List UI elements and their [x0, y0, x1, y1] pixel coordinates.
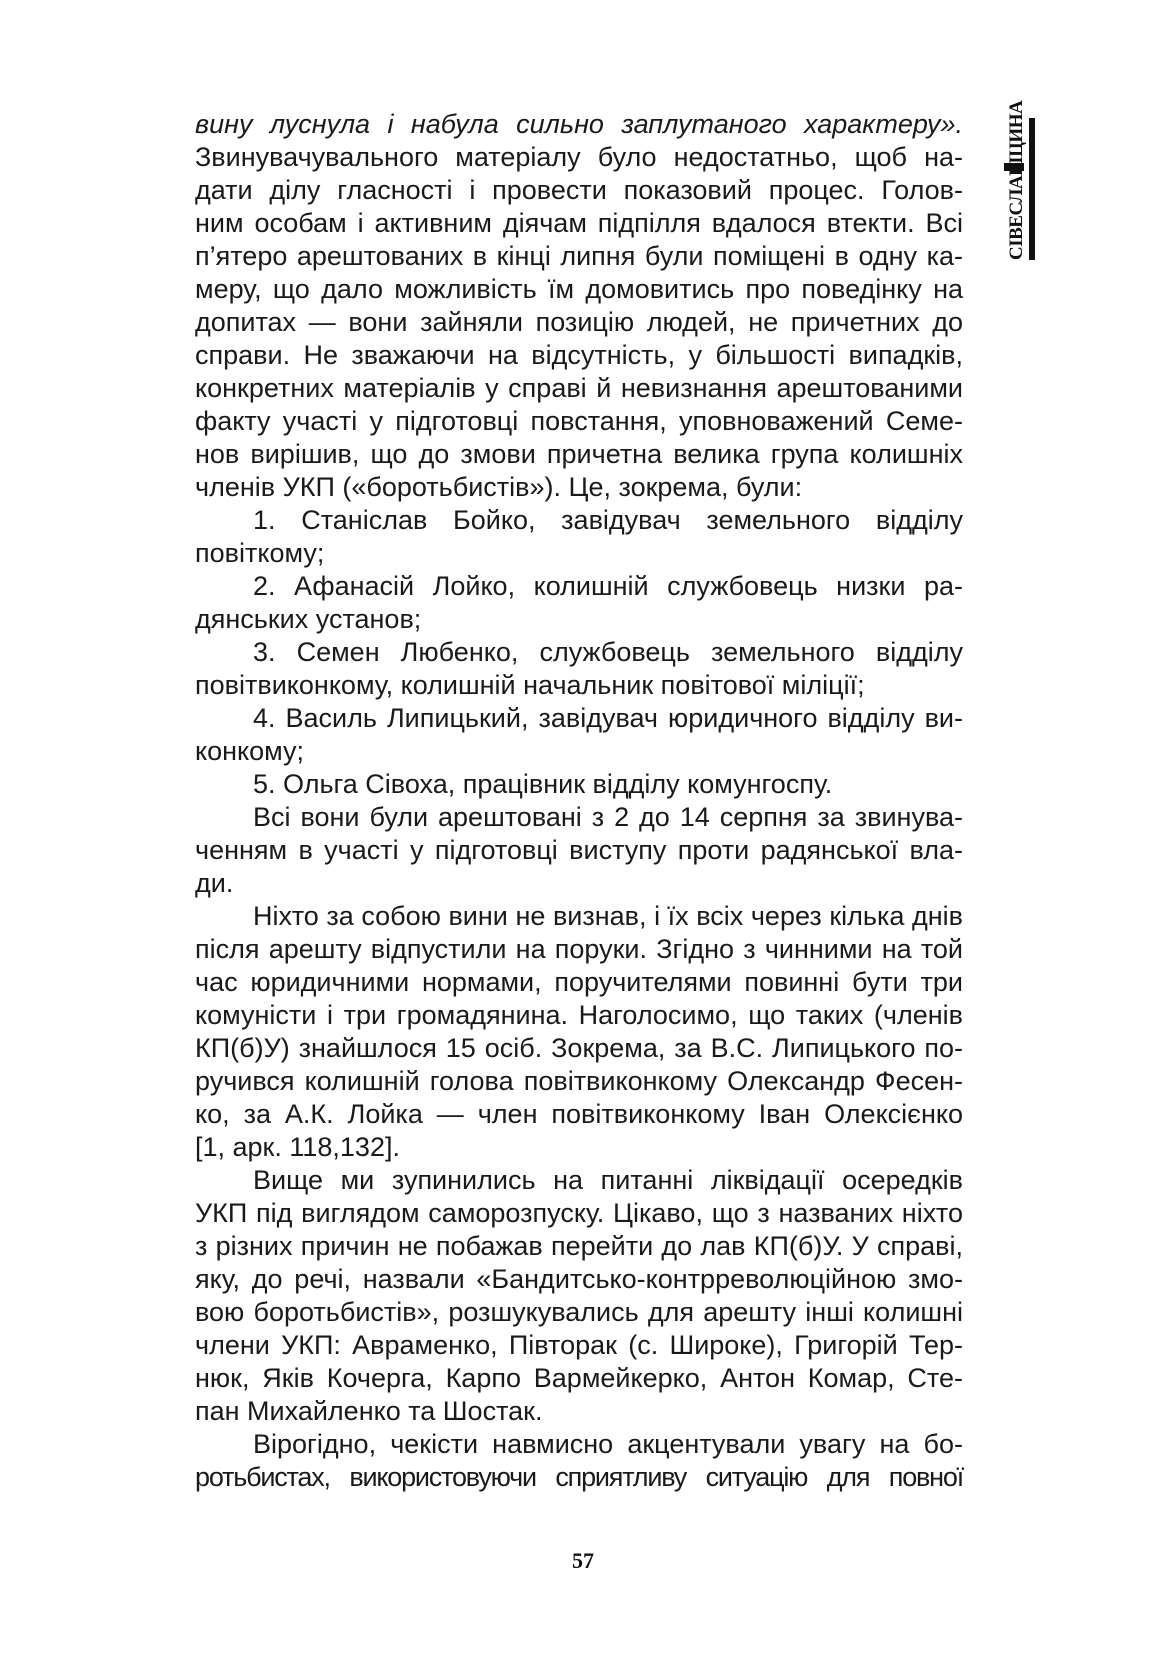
- page-number: 57: [572, 1548, 594, 1573]
- text-line: яку, до речі, назвали «Бандитсько-контрреволюційною змо-: [195, 1264, 963, 1294]
- text-line: [1, арк. 118,132].: [195, 1132, 400, 1162]
- running-title-rule: [1029, 118, 1035, 260]
- body-text: [195, 108, 963, 1494]
- running-title-text: СІВЕСЛАВІЦИНА: [1006, 100, 1027, 260]
- text-line: ко, за А.К. Лойка — член повітвиконкому Іван Олексієнко: [195, 1099, 963, 1129]
- text-line: з різних причин не побажав перейти до лав КП(б)У. У справі,: [195, 1231, 963, 1261]
- text-line: справи. Не зважаючи на відсутність, у більшості випадків,: [195, 340, 963, 370]
- text-line: Всі вони були арештовані з 2 до 14 серпня за звинува-: [253, 802, 963, 832]
- text-line: дати ділу гласності і провести показовий процес. Голов-: [195, 175, 963, 205]
- list-item-line: повіткому;: [195, 538, 325, 568]
- text-line: ним особам і активним діячам підпілля вдалося втекти. Всі: [195, 208, 963, 238]
- list-item-line: 1. Станіслав Бойко, завідувач земельного відділу: [253, 505, 963, 535]
- running-title: [1000, 100, 1040, 278]
- list-item-line: 5. Ольга Сівоха, працівник відділу комунгоспу.: [253, 769, 833, 799]
- text-line: допитах — вони зайняли позицію людей, не причетних до: [195, 307, 963, 337]
- text-line: КП(б)У) знайшлося 15 осіб. Зокрема, за В.С. Липицького по-: [195, 1033, 963, 1063]
- text-line: факту участі у підготовці повстання, уповноважений Семе-: [195, 406, 963, 436]
- text-line: час юридичними нормами, поручителями повинні бути три: [195, 967, 963, 997]
- text-line: ди.: [195, 868, 234, 898]
- text-line: ротьбистах, використовуючи сприятливу ситуацію для повної: [195, 1462, 963, 1492]
- text-line: членів УКП («боротьбистів»). Це, зокрема, були:: [195, 472, 803, 502]
- list-item-line: повітвиконкому, колишній начальник повітової міліції;: [195, 670, 865, 700]
- text-line: ручився колишній голова повітвиконкому Олександр Фесен-: [195, 1066, 963, 1096]
- text-line: конкретних матеріалів у справі й невизнання арештованими: [195, 373, 963, 403]
- text-line: вину луснула і набула сильно заплутаного характеру».: [195, 109, 963, 139]
- text-line: пан Михайленко та Шостак.: [195, 1396, 543, 1426]
- list-item-line: дянських установ;: [195, 604, 422, 634]
- text-line: УКП під виглядом саморозпуску. Цікаво, що з названих ніхто: [195, 1198, 963, 1228]
- text-line: ченням в участі у підготовці виступу проти радянської вла-: [195, 835, 963, 865]
- text-line: Вірогідно, чекісти навмисно акцентували увагу на бо-: [253, 1429, 963, 1459]
- text-line: нюк, Яків Кочерга, Карпо Вармейкерко, Антон Комар, Сте-: [195, 1363, 963, 1393]
- text-line: після арешту відпустили на поруки. Згідно з чинними на той: [195, 934, 963, 964]
- list-item-line: конкому;: [195, 736, 305, 766]
- text-line: нов вирішив, що до змови причетна велика група колишніх: [195, 439, 963, 469]
- text-line: Вище ми зупинились на питанні ліквідації осередків: [253, 1165, 963, 1195]
- text-line: вою боротьбистів», розшукувались для арешту інші колишні: [195, 1297, 963, 1327]
- text-line: комуністи і три громадянина. Наголосимо, що таких (членів: [195, 1000, 963, 1030]
- text-line: члени УКП: Авраменко, Півторак (с. Широке), Григорій Тер-: [195, 1330, 963, 1360]
- text-line: Ніхто за собою вини не визнав, і їх всіх через кілька днів: [253, 901, 963, 931]
- list-item-line: 2. Афанасій Лойко, колишній службовець низки ра-: [253, 571, 963, 601]
- text-line: Звинувачувального матеріалу було недостатньо, щоб на-: [195, 142, 963, 172]
- list-item-line: 4. Василь Липицький, завідувач юридичного відділу ви-: [253, 703, 963, 733]
- text-line: меру, що дало можливість їм домовитись про поведінку на: [195, 274, 963, 304]
- text-line: п’ятеро арештованих в кінці липня були поміщені в одну ка-: [195, 241, 963, 271]
- list-item-line: 3. Семен Любенко, службовець земельного відділу: [253, 637, 963, 667]
